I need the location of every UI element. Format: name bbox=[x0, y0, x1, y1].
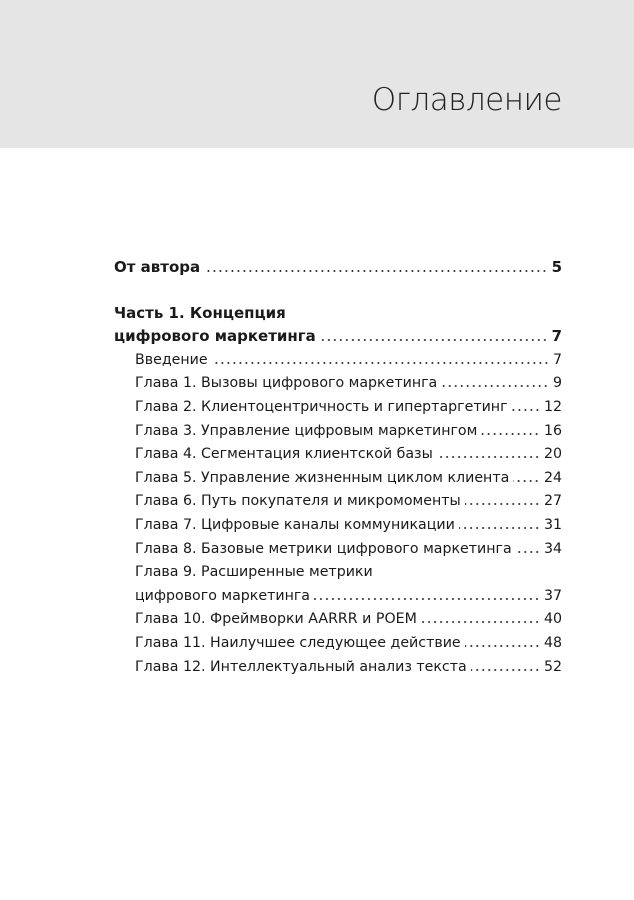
dot-leader bbox=[465, 645, 540, 647]
toc-entry[interactable] bbox=[114, 443, 562, 467]
toc-entry-title: Часть 1. Концепция bbox=[114, 303, 286, 322]
toc-entry-title: Глава 3. Управление цифровым маркетингом bbox=[135, 422, 478, 439]
toc-entry-title: Глава 6. Путь покупателя и микромоменты bbox=[135, 493, 461, 510]
toc-entry-title: Глава 7. Цифровые каналы коммуникации bbox=[135, 516, 455, 533]
toc-entry-title: Глава 1. Вызовы цифрового маркетинга bbox=[135, 375, 438, 392]
dot-leader bbox=[441, 385, 549, 387]
toc-entry[interactable] bbox=[114, 632, 562, 656]
toc-entry-title: От автора bbox=[114, 258, 201, 276]
toc-entry[interactable] bbox=[114, 538, 562, 562]
toc-entry-page: 5 bbox=[551, 258, 562, 276]
toc-entry-page: 31 bbox=[543, 516, 562, 533]
toc-entry[interactable] bbox=[114, 420, 562, 444]
dot-leader bbox=[437, 456, 540, 458]
toc-entry-page: 7 bbox=[552, 351, 562, 368]
toc-entry-page: 20 bbox=[543, 446, 562, 463]
dot-leader bbox=[513, 480, 540, 482]
toc-part-title-line1 bbox=[114, 302, 562, 326]
toc-entry-title: Глава 4. Сегментация клиентской базы bbox=[135, 446, 433, 463]
dot-leader bbox=[204, 270, 547, 272]
dot-leader bbox=[512, 409, 540, 411]
toc-entry-title: Глава 8. Базовые метрики цифрового маркетинга bbox=[135, 540, 512, 557]
toc-entry-title: Глава 12. Интеллектуальный анализ текста bbox=[135, 658, 467, 675]
toc-entry[interactable] bbox=[114, 467, 562, 491]
page-title: Оглавление bbox=[371, 82, 562, 118]
toc-entry-chapter9[interactable] bbox=[114, 585, 562, 609]
dot-leader bbox=[516, 551, 540, 553]
toc-entry[interactable] bbox=[114, 396, 562, 420]
toc-entry-title: Глава 11. Наилучшее следующее действие bbox=[135, 634, 461, 651]
toc-entry-page: 37 bbox=[543, 587, 562, 604]
dot-leader bbox=[320, 339, 548, 341]
toc-entry-part1[interactable] bbox=[114, 325, 562, 349]
toc-entry-page: 40 bbox=[543, 611, 562, 628]
dot-leader bbox=[481, 433, 540, 435]
dot-leader bbox=[212, 362, 549, 364]
toc-entry-title: Глава 2. Клиентоцентричность и гипертаргетинг bbox=[135, 398, 508, 415]
header-band bbox=[0, 0, 634, 148]
toc-entry-title: Введение bbox=[135, 351, 208, 368]
toc-entry-page: 12 bbox=[543, 398, 562, 415]
toc-entry-page: 34 bbox=[543, 540, 562, 557]
toc-entry[interactable] bbox=[114, 514, 562, 538]
toc-entry-page: 9 bbox=[552, 375, 562, 392]
toc-entry-title: цифрового маркетинга bbox=[114, 327, 316, 346]
toc-entry-title: Глава 5. Управление жизненным циклом клиента bbox=[135, 469, 510, 486]
toc-entry-chapter9-line1 bbox=[114, 561, 562, 585]
toc-entry-page: 52 bbox=[543, 658, 562, 675]
dot-leader bbox=[421, 621, 540, 623]
toc-entry[interactable] bbox=[114, 490, 562, 514]
table-of-contents bbox=[114, 256, 562, 679]
toc-entry-title: Глава 9. Расширенные метрики bbox=[135, 564, 373, 581]
dot-leader bbox=[459, 527, 540, 529]
toc-entry-title: Глава 10. Фреймворки AARRR и POEM bbox=[135, 611, 417, 628]
toc-entry-page: 48 bbox=[543, 634, 562, 651]
dot-leader bbox=[471, 669, 540, 671]
toc-entry-author[interactable] bbox=[114, 256, 562, 280]
toc-entry[interactable] bbox=[114, 349, 562, 373]
dot-leader bbox=[314, 598, 540, 600]
toc-entry[interactable] bbox=[114, 656, 562, 680]
toc-entry-page: 27 bbox=[543, 493, 562, 510]
dot-leader bbox=[465, 503, 540, 505]
toc-entry[interactable] bbox=[114, 372, 562, 396]
toc-entry[interactable] bbox=[114, 608, 562, 632]
toc-entry-title: цифрового маркетинга bbox=[135, 587, 310, 604]
toc-entry-page: 16 bbox=[543, 422, 562, 439]
toc-entry-page: 7 bbox=[551, 327, 562, 346]
toc-entry-page: 24 bbox=[543, 469, 562, 486]
